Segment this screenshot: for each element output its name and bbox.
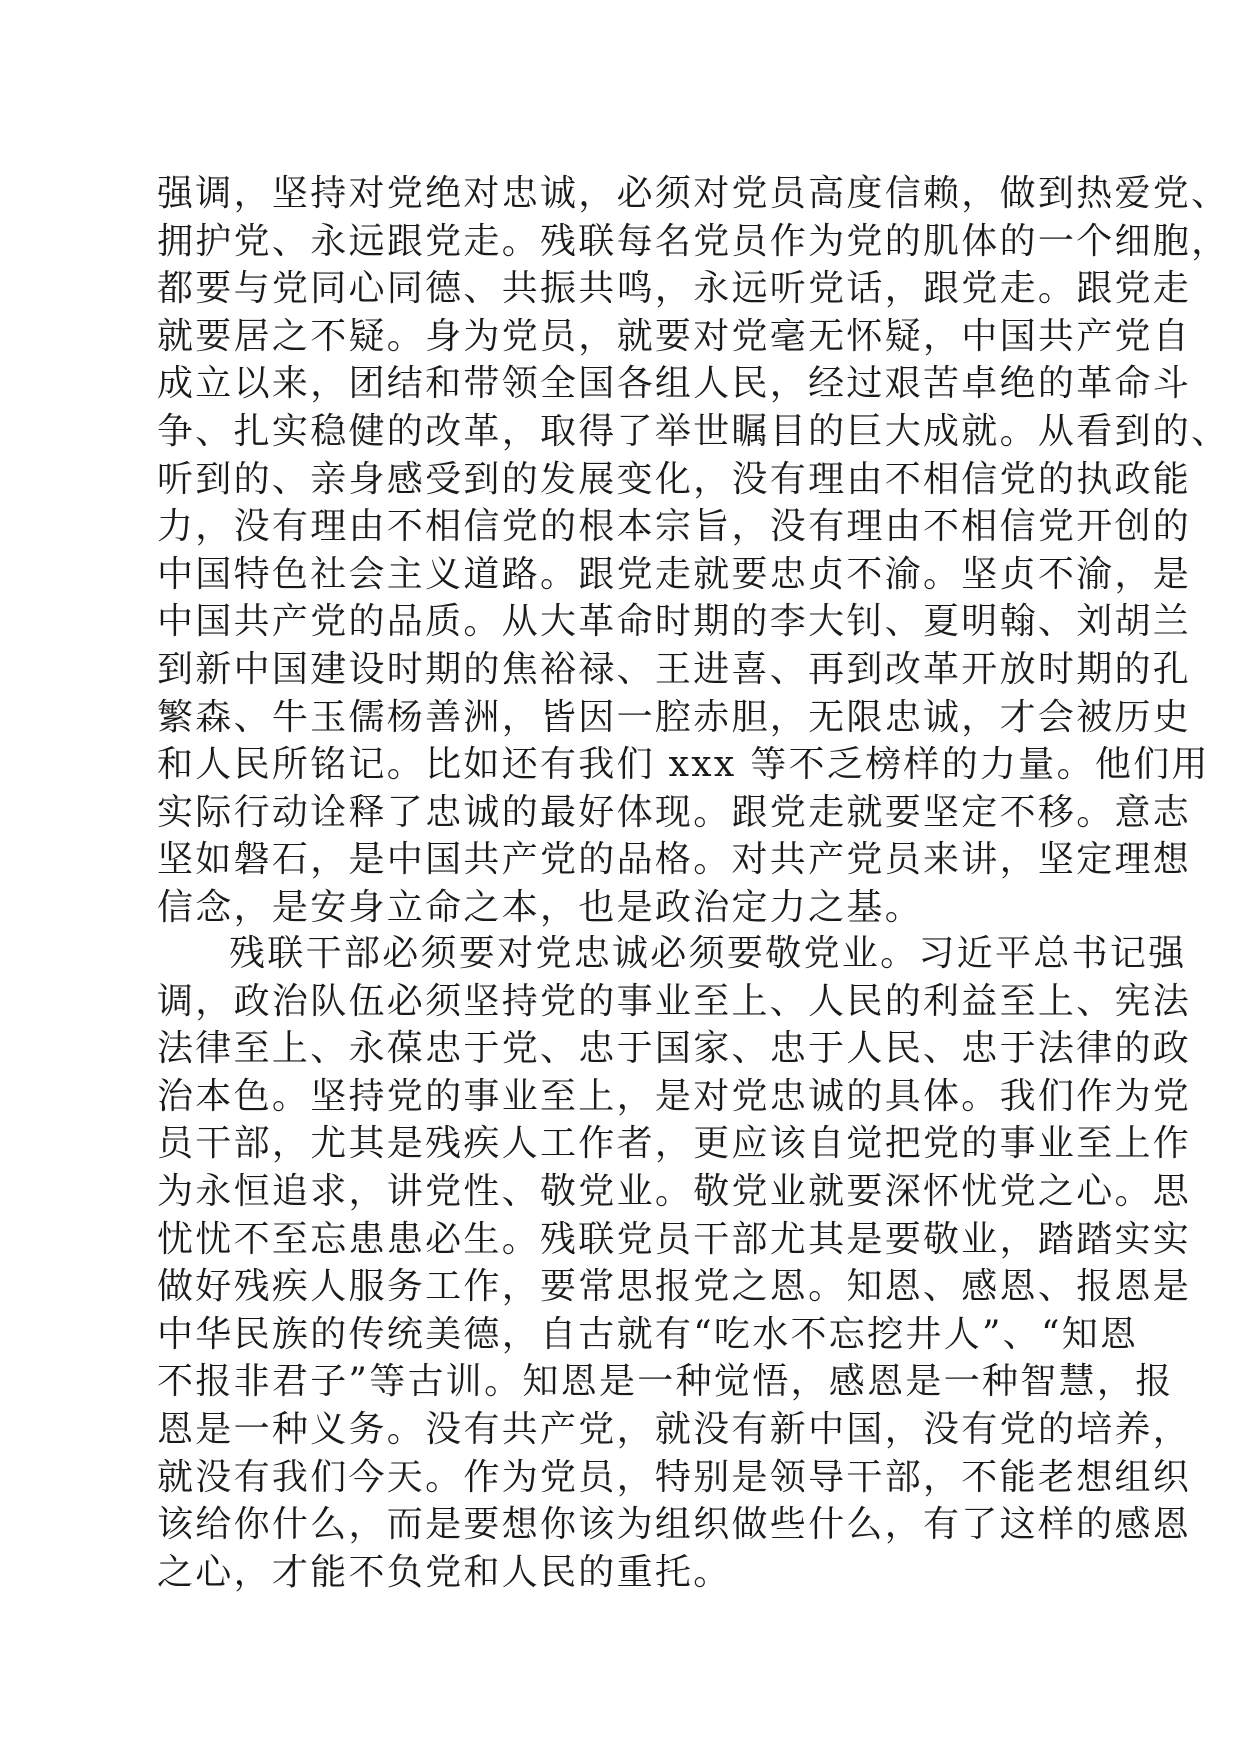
- text-line: 中国特色社会主义道路。跟党走就要忠贞不渝。坚贞不渝，是: [157, 553, 1192, 595]
- text-line: 中华民族的传统美德，自古就有“吃水不忘挖井人”、“知恩: [157, 1313, 1139, 1355]
- text-line: 调，政治队伍必须坚持党的事业至上、人民的利益至上、宪法: [157, 980, 1192, 1022]
- text-line: 就没有我们今天。作为党员，特别是领导干部，不能老想组织: [157, 1456, 1192, 1498]
- text-line: 信念，是安身立命之本，也是政治定力之基。: [157, 886, 924, 928]
- text-line: 法律至上、永葆忠于党、忠于国家、忠于人民、忠于法律的政: [157, 1028, 1192, 1070]
- text-line: 听到的、亲身感受到的发展变化，没有理由不相信党的执政能: [157, 458, 1192, 500]
- paragraph-1: [157, 170, 1230, 932]
- text-line: 员干部，尤其是残疾人工作者，更应该自觉把党的事业至上作: [157, 1123, 1192, 1165]
- text-line: 为永恒追求，讲党性、敬党业。敬党业就要深怀忧党之心。思: [157, 1170, 1192, 1212]
- text-line: 忧忧不至忘患患必生。残联党员干部尤其是要敬业，踏踏实实: [157, 1218, 1192, 1260]
- text-line: 都要与党同心同德、共振共鸣，永远听党话，跟党走。跟党走: [157, 268, 1192, 310]
- text-line: 繁森、牛玉儒杨善洲，皆因一腔赤胆，无限忠诚，才会被历史: [157, 696, 1192, 738]
- text-line: 就要居之不疑。身为党员，就要对党毫无怀疑，中国共产党自: [157, 315, 1192, 357]
- text-line: 恩是一种义务。没有共产党，就没有新中国，没有党的培养，: [157, 1408, 1192, 1450]
- text-line: 拥护党、永远跟党走。残联每名党员作为党的肌体的一个细胞，: [157, 220, 1230, 262]
- text-line: 该给你什么，而是要想你该为组织做些什么，有了这样的感恩: [157, 1504, 1192, 1546]
- text-line: 到新中国建设时期的焦裕禄、王进喜、再到改革开放时期的孔: [157, 648, 1192, 690]
- text-line: 强调，坚持对党绝对忠诚，必须对党员高度信赖，做到热爱党、: [157, 173, 1230, 214]
- text-line: 之心，才能不负党和人民的重托。: [157, 1551, 732, 1593]
- text-line: 残联干部必须要对党忠诚必须要敬党业。习近平总书记强: [229, 933, 1187, 974]
- text-line: 实际行动诠释了忠诚的最好体现。跟党走就要坚定不移。意志: [157, 791, 1192, 833]
- text-line: 中国共产党的品质。从大革命时期的李大钊、夏明翰、刘胡兰: [157, 601, 1192, 643]
- paragraph-2: [157, 930, 1192, 1596]
- text-line: 成立以来，团结和带领全国各组人民，经过艰苦卓绝的革命斗: [157, 363, 1192, 405]
- text-line: 争、扎实稳健的改革，取得了举世瞩目的巨大成就。从看到的、: [157, 410, 1230, 452]
- text-line: 做好残疾人服务工作，要常思报党之恩。知恩、感恩、报恩是: [157, 1266, 1192, 1308]
- text-line: 治本色。坚持党的事业至上，是对党忠诚的具体。我们作为党: [157, 1075, 1192, 1117]
- text-line: 力，没有理由不相信党的根本宗旨，没有理由不相信党开创的: [157, 506, 1192, 548]
- text-line: 不报非君子”等古训。知恩是一种觉悟，感恩是一种智慧，报: [157, 1361, 1174, 1403]
- text-line: 坚如磐石，是中国共产党的品格。对共产党员来讲，坚定理想: [157, 839, 1192, 881]
- text-line: 和人民所铭记。比如还有我们 xxx 等不乏榜样的力量。他们用: [157, 744, 1210, 786]
